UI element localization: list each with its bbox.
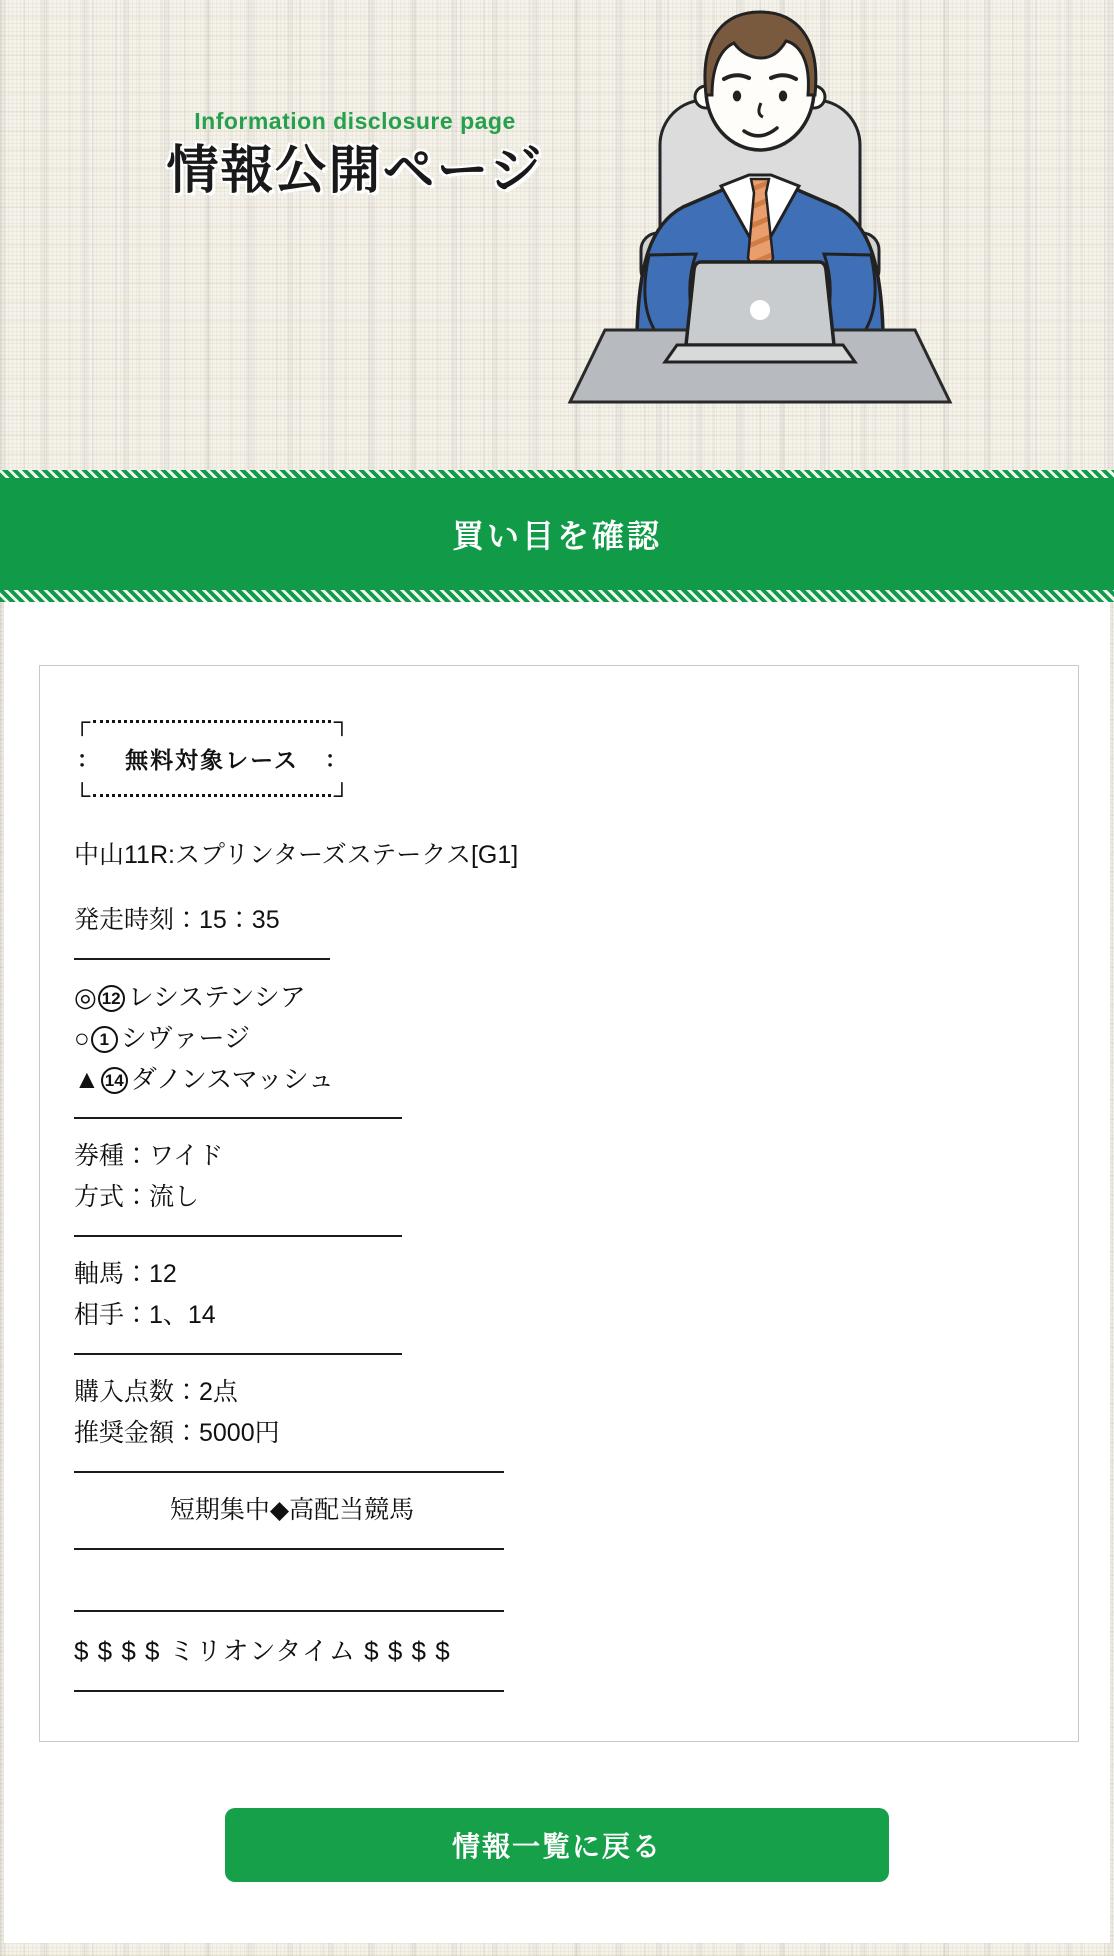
horse-number-circle: 1 — [91, 1026, 118, 1053]
horse-name: ダノンスマッシュ — [130, 1064, 335, 1094]
bet-method: 方式：流し — [74, 1183, 200, 1211]
start-time: 発走時刻：15：35 — [74, 906, 280, 934]
circle-mark: ○ — [74, 1023, 90, 1053]
bet-info-card — [39, 665, 1079, 1742]
bracket-corner: ┌ — [74, 707, 91, 734]
header — [0, 0, 1114, 470]
horse-pick-row — [74, 977, 1048, 1018]
horse-pick-row — [74, 1018, 1048, 1059]
race-name: 中山11R:スプリンターズステークス[G1] — [74, 841, 519, 869]
separator — [74, 1548, 504, 1550]
banner-title: 買い目を確認 — [451, 518, 662, 554]
separator — [74, 1471, 504, 1473]
horse-name: レシステンシア — [127, 982, 306, 1012]
bracket-corner: ┘ — [333, 781, 350, 808]
separator — [74, 1690, 504, 1692]
horse-name: シヴァージ — [120, 1023, 250, 1053]
separator — [74, 1235, 402, 1237]
horse-number-circle: 12 — [98, 985, 125, 1012]
separator — [74, 958, 330, 960]
spacer — [74, 1567, 1048, 1593]
recommended-amount: 推奨金額：5000円 — [74, 1419, 280, 1447]
page-title: 情報公開ページ — [166, 142, 544, 200]
dotted-leader — [93, 720, 330, 723]
bracket-corner: ┐ — [333, 707, 350, 734]
separator — [74, 1117, 402, 1119]
bracket-colon: ： — [77, 746, 100, 772]
free-race-bracket-box — [74, 708, 350, 808]
axis-horse: 軸馬：12 — [74, 1260, 177, 1288]
brand-signature: $ $ $ $ ミリオンタイム $ $ $ $ — [74, 1636, 451, 1666]
section-banner — [0, 470, 1114, 602]
free-race-label: 無料対象レース — [125, 746, 299, 773]
horse-pick-row — [74, 1059, 1048, 1100]
laptop — [665, 262, 855, 362]
header-tagline: Information disclosure page — [194, 108, 516, 134]
double-circle-mark: ◎ — [74, 982, 97, 1012]
triangle-mark: ▲ — [74, 1064, 100, 1094]
separator — [74, 1610, 504, 1612]
back-to-info-list-button[interactable]: 情報一覧に戻る — [225, 1808, 889, 1882]
partner-horses: 相手：1、14 — [74, 1301, 216, 1329]
horse-number-circle: 14 — [101, 1067, 128, 1094]
purchase-points: 購入点数：2点 — [74, 1378, 238, 1406]
separator — [74, 1353, 402, 1355]
brand-slogan: 短期集中◆高配当競馬 — [169, 1496, 415, 1524]
bracket-corner: └ — [74, 781, 91, 808]
title-block — [120, 108, 590, 200]
content-section — [4, 602, 1110, 1943]
bet-type: 券種：ワイド — [74, 1142, 224, 1170]
dotted-leader — [93, 794, 330, 797]
hatch-stripe-top — [0, 470, 1114, 478]
horse-picks — [74, 977, 1048, 1100]
man-at-desk-illustration — [565, 0, 955, 410]
bracket-colon: ： — [324, 746, 347, 772]
hatch-stripe-bottom — [0, 590, 1114, 602]
banner-body — [0, 478, 1114, 590]
